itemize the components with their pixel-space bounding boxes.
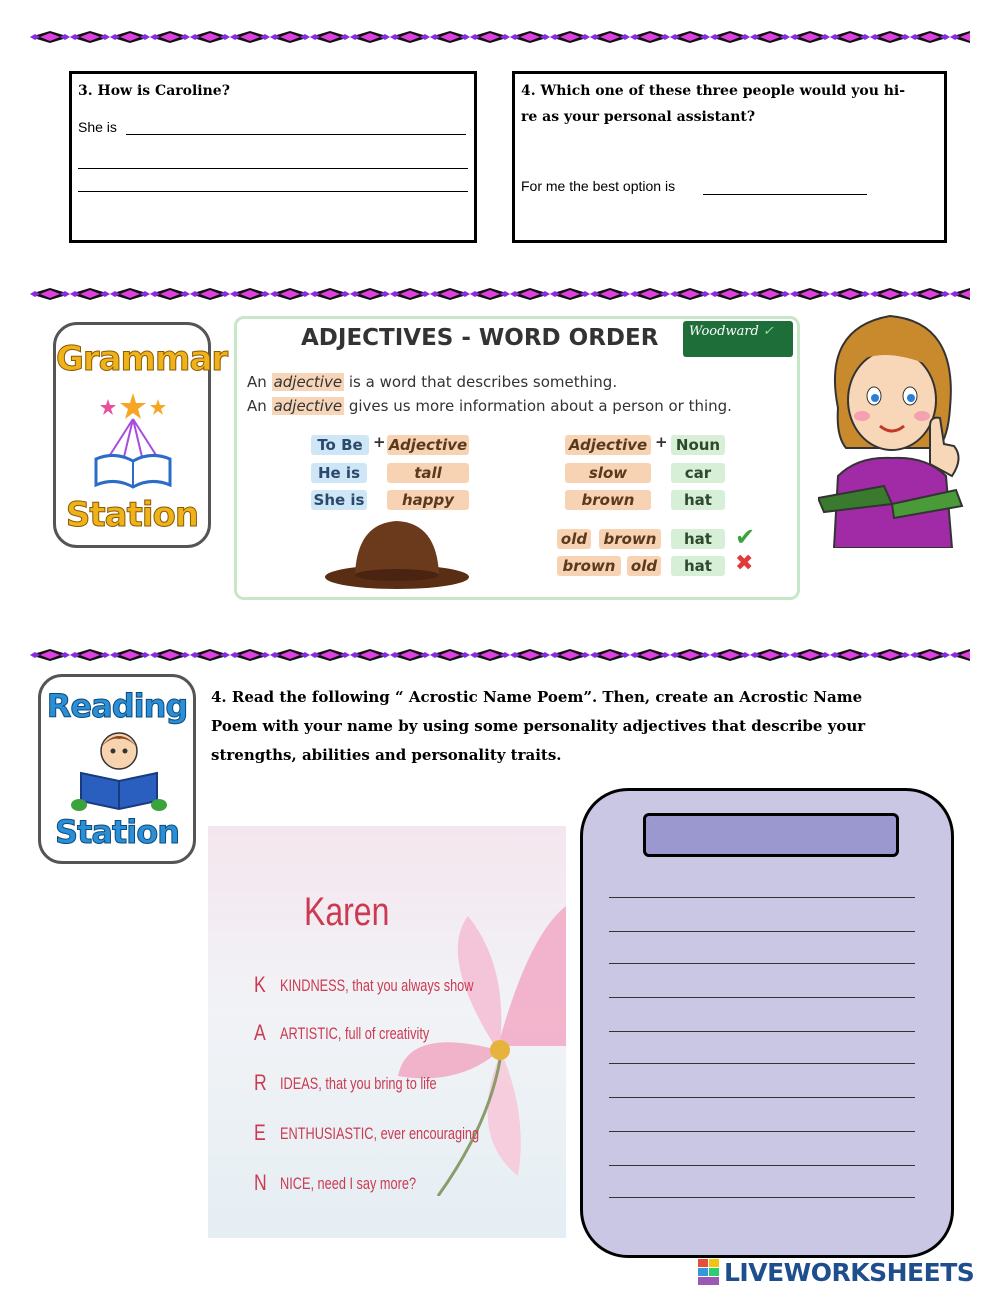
woodward-logo-text: Woodward (689, 324, 759, 339)
order-word: hat (671, 529, 725, 549)
adjectives-word-order-card (234, 316, 800, 600)
definition-line-2 (247, 397, 732, 415)
question-4-title-line2: re as your personal assistant? (521, 109, 756, 125)
grammar-station-title: Grammar (56, 339, 228, 379)
question-4-title-line1: 4. Which one of these three people would you hi- (521, 83, 906, 99)
divider-middle (30, 287, 970, 301)
answer-line[interactable] (78, 168, 468, 169)
instruction-line-2: Poem with your name by using some personality adjectives that describe your (211, 717, 866, 735)
reading-station-badge (38, 674, 196, 864)
row-noun: hat (671, 490, 725, 510)
writing-line[interactable] (609, 1097, 915, 1098)
clipboard-clip (643, 813, 899, 857)
watermark-text: LIVEWORKSHEETS (724, 1257, 975, 1287)
question-3-box (69, 71, 477, 243)
header-noun: Noun (671, 435, 725, 455)
grammar-station-subtitle: Station (65, 495, 199, 535)
instruction-line-1: 4. Read the following “ Acrostic Name Poem”. Then, create an Acrostic Name (211, 688, 863, 706)
header-adjective-right: Adjective (565, 435, 651, 455)
poem-letter: K (254, 972, 266, 997)
poem-letter: R (254, 1070, 267, 1095)
definition-1-post: is a word that describes something. (348, 373, 618, 391)
poem-letter: N (254, 1170, 267, 1195)
order-word: old (557, 529, 591, 549)
open-book-icon (90, 385, 176, 495)
definition-line-1 (247, 373, 617, 391)
poem-line: ENTHUSIASTIC, ever encouraging (280, 1124, 480, 1143)
reading-instructions (211, 683, 951, 770)
pink-flower-illustration (378, 896, 566, 1196)
row-adjective: slow (565, 463, 651, 483)
definition-1-pre: An (247, 373, 267, 391)
answer-line[interactable] (126, 134, 466, 135)
definition-2-post: gives us more information about a person or thing. (348, 397, 732, 415)
header-to-be: To Be (311, 435, 369, 455)
row-adjective: tall (387, 463, 469, 483)
order-word: brown (557, 556, 621, 576)
liveworksheets-logo-icon (698, 1259, 720, 1285)
definition-2-pre: An (247, 397, 267, 415)
writing-line[interactable] (609, 1031, 915, 1032)
writing-line[interactable] (609, 931, 915, 932)
answer-line[interactable] (78, 191, 468, 192)
order-word: hat (671, 556, 725, 576)
poem-line: ARTISTIC, full of creativity (280, 1024, 430, 1043)
poem-name: Karen (304, 890, 390, 934)
question-4-box (512, 71, 947, 243)
poem-letter: E (254, 1120, 266, 1145)
reading-station-subtitle: Station (55, 813, 179, 851)
adjectives-card-title: ADJECTIVES - WORD ORDER (301, 325, 659, 351)
divider-top (30, 30, 970, 44)
acrostic-poem-image (208, 826, 566, 1238)
writing-line[interactable] (609, 1197, 915, 1198)
divider-bottom (30, 648, 970, 662)
definition-2-adjective: adjective (273, 397, 343, 415)
question-3-prompt: She is (78, 119, 117, 135)
row-subject: He is (311, 463, 367, 483)
writing-line[interactable] (609, 1063, 915, 1064)
grammar-station-badge (53, 322, 228, 548)
teacher-thumbs-up-illustration (818, 308, 970, 548)
writing-line[interactable] (609, 1165, 915, 1166)
poem-line: KINDNESS, that you always show (280, 976, 474, 995)
definition-1-adjective: adjective (273, 373, 343, 391)
poem-line: NICE, need I say more? (280, 1174, 417, 1193)
writing-line[interactable] (609, 997, 915, 998)
header-adjective: Adjective (388, 436, 468, 454)
row-adjective: brown (565, 490, 651, 510)
order-word: brown (599, 529, 661, 549)
poem-letter: A (254, 1020, 266, 1045)
question-4-prompt: For me the best option is (521, 178, 676, 194)
writing-line[interactable] (609, 963, 915, 964)
question-3-title: 3. How is Caroline? (78, 83, 230, 99)
writing-line[interactable] (609, 897, 915, 898)
plus-sign: + (655, 433, 668, 451)
woodward-logo: Woodward ✓ (683, 321, 793, 357)
instruction-line-3: strengths, abilities and personality traits. (211, 746, 562, 764)
reading-station-title: Reading (46, 687, 188, 725)
liveworksheets-watermark (698, 1258, 974, 1286)
answer-line[interactable] (703, 194, 867, 195)
writing-line[interactable] (609, 1131, 915, 1132)
plus-sign: + (373, 433, 386, 451)
order-word: old (627, 556, 661, 576)
row-adjective: happy (387, 490, 469, 510)
reading-child-icon (69, 729, 169, 813)
brown-hat-icon (321, 515, 473, 593)
clipboard-writing-area (580, 788, 954, 1258)
check-icon: ✔ (735, 523, 756, 551)
poem-line: IDEAS, that you bring to life (280, 1074, 437, 1093)
cross-icon: ✖ (735, 551, 754, 576)
row-subject: She is (311, 490, 367, 510)
row-noun: car (671, 463, 725, 483)
